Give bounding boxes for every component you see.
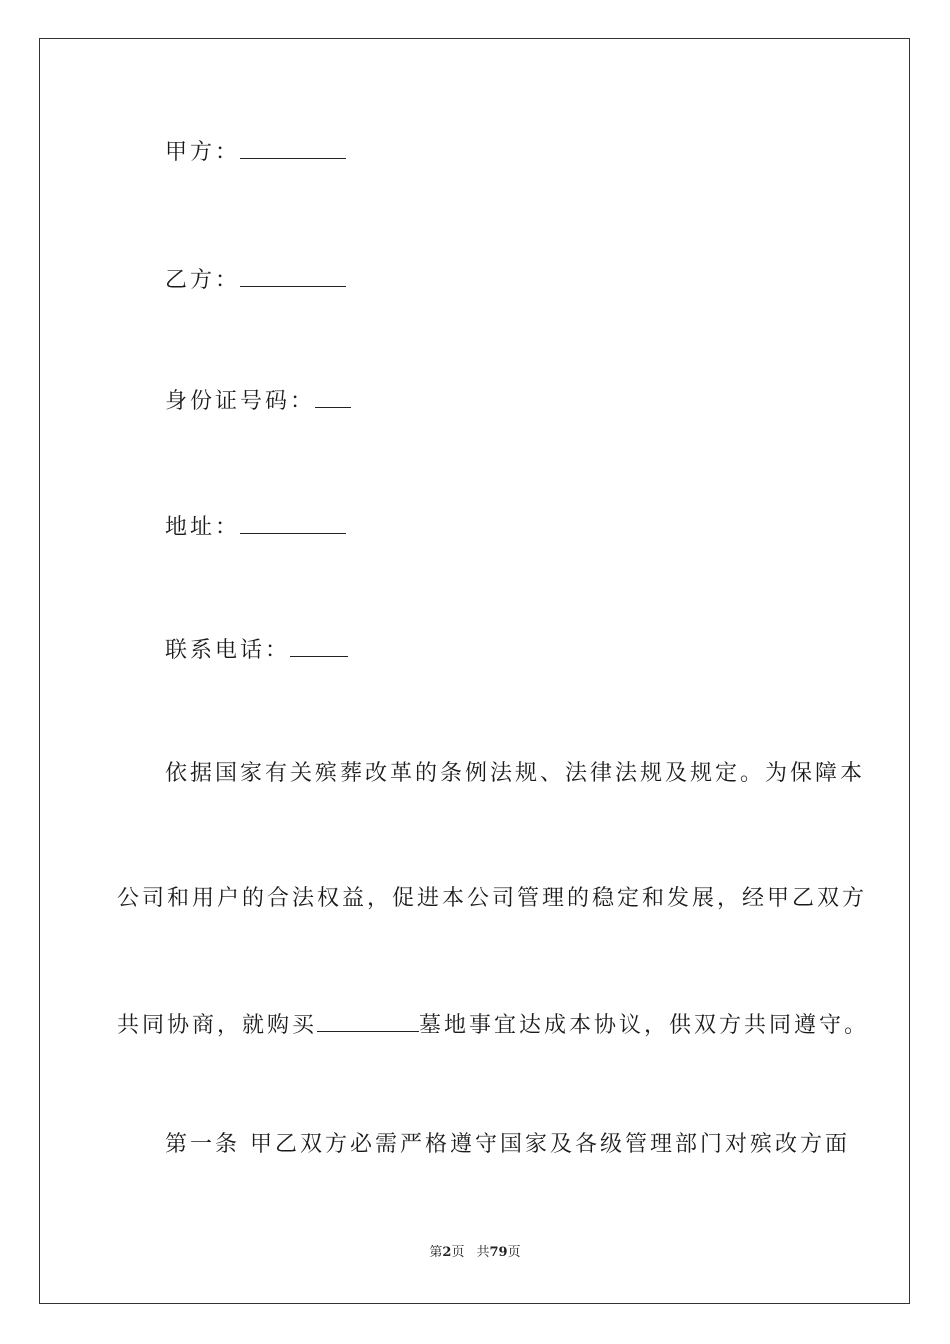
purchase-text: 共同协商，就购买 xyxy=(117,1013,318,1038)
cemetery-blank xyxy=(317,1009,419,1032)
total-unit: 页 xyxy=(507,1245,521,1260)
page-number: 2 xyxy=(442,1245,452,1260)
page-prefix: 第 xyxy=(429,1245,443,1260)
total-pages: 79 xyxy=(489,1245,508,1260)
phone-field xyxy=(165,634,348,666)
id-number-blank xyxy=(315,385,351,408)
party-a-label: 甲方： xyxy=(165,140,241,165)
party-b-label: 乙方： xyxy=(165,268,241,293)
article-1-line: 第一条 甲乙双方必需严格遵守国家及各级管理部门对殡改方面 xyxy=(165,1132,850,1157)
address-blank xyxy=(240,511,346,534)
paragraph-line: 公司和用户的合法权益，促进本公司管理的稳定和发展，经甲乙双方 xyxy=(117,886,868,911)
id-number-field xyxy=(165,385,351,417)
party-b-blank xyxy=(240,264,346,287)
page-footer xyxy=(0,1244,950,1262)
paragraph-line: 依据国家有关殡葬改革的条例法规、法律法规及规定。为保障本 xyxy=(165,761,866,786)
agreement-text: 墓地事宜达成本协议，供双方共同遵守。 xyxy=(419,1013,870,1038)
party-a-blank xyxy=(240,136,346,159)
page-border xyxy=(39,38,910,1304)
paragraph-line-with-blank xyxy=(117,1009,869,1041)
address-label: 地址： xyxy=(165,515,241,540)
address-field xyxy=(165,511,346,543)
phone-blank xyxy=(290,634,348,657)
party-b-field xyxy=(165,264,346,296)
party-a-field xyxy=(165,136,346,168)
page-unit: 页 xyxy=(451,1245,465,1260)
phone-label: 联系电话： xyxy=(165,638,291,663)
id-number-label: 身份证号码： xyxy=(165,389,316,414)
total-prefix: 共 xyxy=(476,1245,490,1260)
